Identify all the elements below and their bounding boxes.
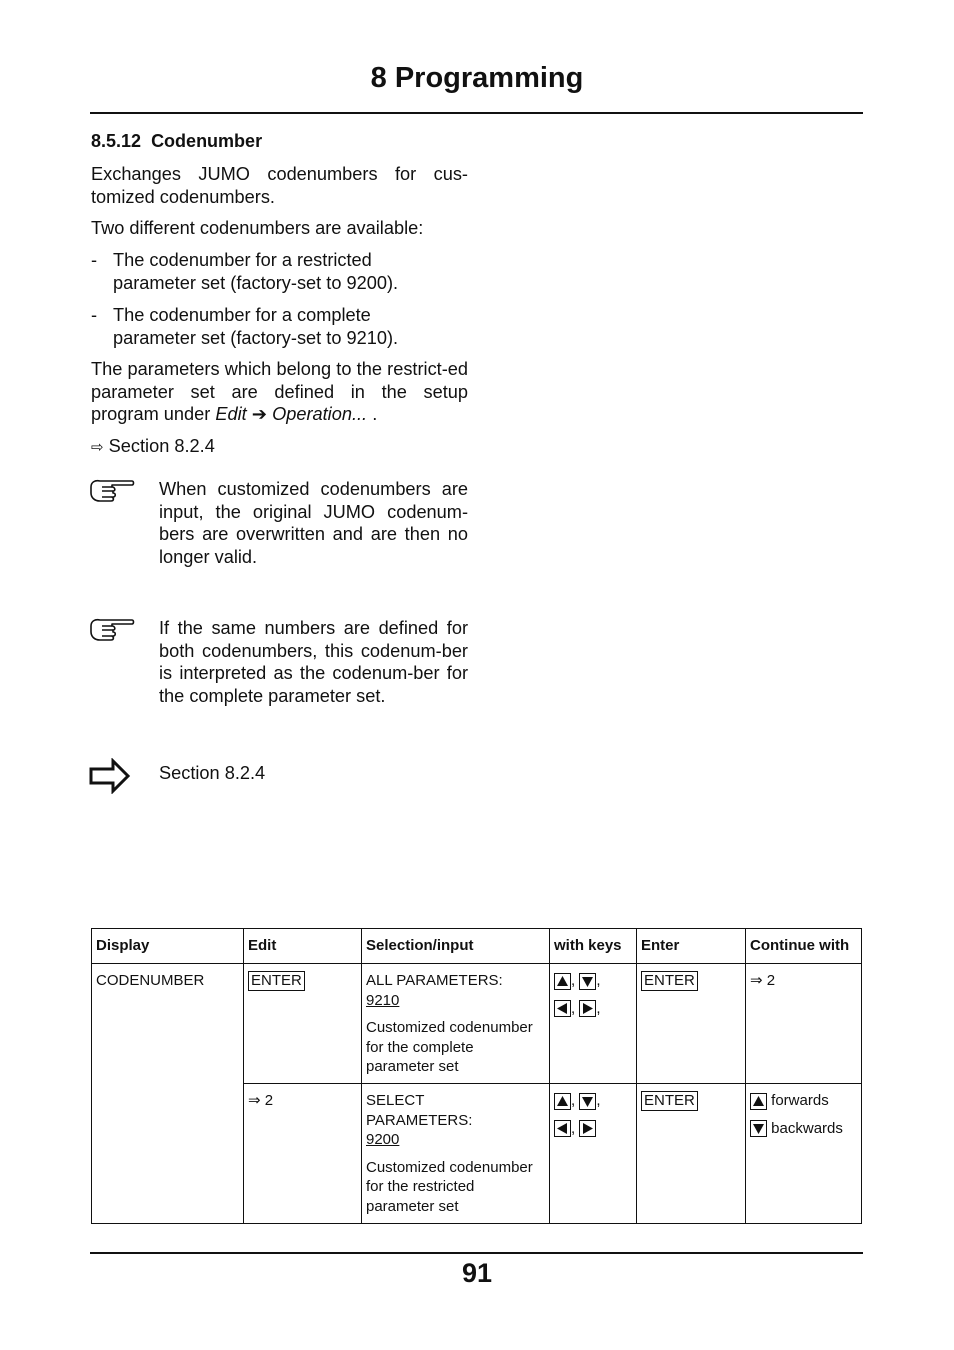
table-header-row [92, 929, 862, 964]
selection-label: SELECT [366, 1092, 425, 1109]
big-arrow-icon [89, 758, 131, 794]
edit-cell [244, 964, 362, 1084]
triangle-up-icon [555, 974, 570, 989]
menu-arrow-icon: ➔ [251, 404, 268, 424]
intro-paragraph: Exchanges JUMO codenumbers for cus-tomized codenumbers. [91, 164, 468, 207]
up-key[interactable] [750, 1093, 767, 1110]
page-number: 91 [461, 1258, 493, 1288]
codenumber-table [91, 928, 862, 1224]
comma: , [596, 1092, 601, 1109]
selection-value: 9200 [366, 1131, 400, 1148]
selection-label: PARAMETERS: [366, 1111, 473, 1129]
enter-key[interactable]: ENTER [248, 971, 305, 991]
left-key[interactable] [554, 1120, 571, 1137]
header-selection: Selection/input [362, 929, 550, 964]
comma: , [596, 972, 601, 989]
header-keys: with keys [550, 929, 637, 964]
backwards-label: backwards [771, 1119, 843, 1137]
available-paragraph: Two different codenumbers are available: [91, 218, 424, 238]
enter-key[interactable]: ENTER [641, 971, 698, 991]
triangle-left-icon [555, 1121, 570, 1136]
triangle-up-icon [751, 1094, 766, 1109]
triangle-down-icon [751, 1121, 766, 1136]
triangle-up-icon [555, 1094, 570, 1109]
menu-operation: Operation... [272, 404, 368, 424]
selection-cell [362, 1084, 550, 1224]
triangle-down-icon [580, 1094, 595, 1109]
right-key[interactable] [579, 1000, 596, 1017]
bullet-dash: - [91, 250, 98, 270]
note-paragraph: When customized codenumbers are input, the original JUMO codenum-bers are overwritten and are then no longer valid. [159, 479, 468, 567]
comma: , [596, 999, 601, 1017]
down-key[interactable] [579, 1093, 596, 1110]
period: . [372, 404, 378, 424]
continue-cell [746, 1084, 862, 1224]
bullet-item [113, 304, 468, 349]
right-key[interactable] [579, 1120, 596, 1137]
section-number: 8.5.12 [91, 131, 142, 151]
left-key[interactable] [554, 1000, 571, 1017]
down-key[interactable] [579, 973, 596, 990]
restricted-text: The parameters which belong to the restrict-ed parameter set are defined in the setup program under [91, 359, 468, 424]
selection-description: Customized codenumber for the restricted parameter set [366, 1158, 533, 1215]
footer-rule [90, 1252, 863, 1254]
bullet-line: The codenumber for a restricted [113, 250, 372, 270]
up-key[interactable] [554, 1093, 571, 1110]
bullet-dash: - [91, 305, 98, 325]
keys-cell [550, 1084, 637, 1224]
edit-cell: ⇒ 2 [244, 1084, 362, 1224]
bullet-item [113, 249, 468, 294]
selection-value: 9210 [366, 991, 400, 1009]
table-row [92, 964, 862, 1084]
comma: , [571, 999, 576, 1017]
down-key[interactable] [750, 1120, 767, 1137]
display-cell: CODENUMBER [92, 964, 244, 1224]
forwards-label: forwards [771, 1092, 829, 1109]
comma: , [571, 972, 576, 989]
menu-edit: Edit [215, 404, 247, 424]
selection-label: ALL PARAMETERS: [366, 972, 503, 989]
keys-cell [550, 964, 637, 1084]
chapter-title: 8 Programming [370, 62, 584, 94]
selection-description: Customized codenumber for the complete parameter set [366, 1019, 533, 1075]
enter-cell [637, 1084, 746, 1224]
section-title: Codenumber [151, 131, 263, 151]
header-continue: Continue with [746, 929, 862, 964]
bullet-line: The codenumber for a complete [113, 305, 371, 325]
triangle-left-icon [555, 1001, 570, 1016]
triangle-right-icon [580, 1121, 595, 1136]
section-reference[interactable]: Section 8.2.4 [159, 763, 266, 783]
header-display: Display [92, 929, 244, 964]
ref-text: Section 8.2.4 [108, 436, 215, 456]
restricted-paragraph [91, 358, 468, 426]
section-heading [91, 131, 262, 152]
header-edit: Edit [244, 929, 362, 964]
note-paragraph: If the same numbers are defined for both codenumbers, this codenum-ber is interpreted as the codenum-ber for the complete parameter set. [159, 618, 468, 706]
bullet-line: parameter set (factory-set to 9200). [113, 272, 399, 293]
ref-arrow-icon: ⇨ [91, 438, 104, 456]
pointing-hand-icon [88, 478, 136, 504]
enter-cell [637, 964, 746, 1084]
triangle-down-icon [580, 974, 595, 989]
continue-cell: ⇒ 2 [746, 964, 862, 1084]
comma: , [571, 1119, 576, 1137]
up-key[interactable] [554, 973, 571, 990]
section-reference[interactable] [91, 435, 215, 459]
header-rule [90, 112, 863, 114]
enter-key[interactable]: ENTER [641, 1091, 698, 1111]
selection-cell [362, 964, 550, 1084]
pointing-hand-icon [88, 617, 136, 643]
bullet-line: parameter set (factory-set to 9210). [113, 327, 399, 348]
header-enter: Enter [637, 929, 746, 964]
comma: , [571, 1092, 576, 1109]
triangle-right-icon [580, 1001, 595, 1016]
